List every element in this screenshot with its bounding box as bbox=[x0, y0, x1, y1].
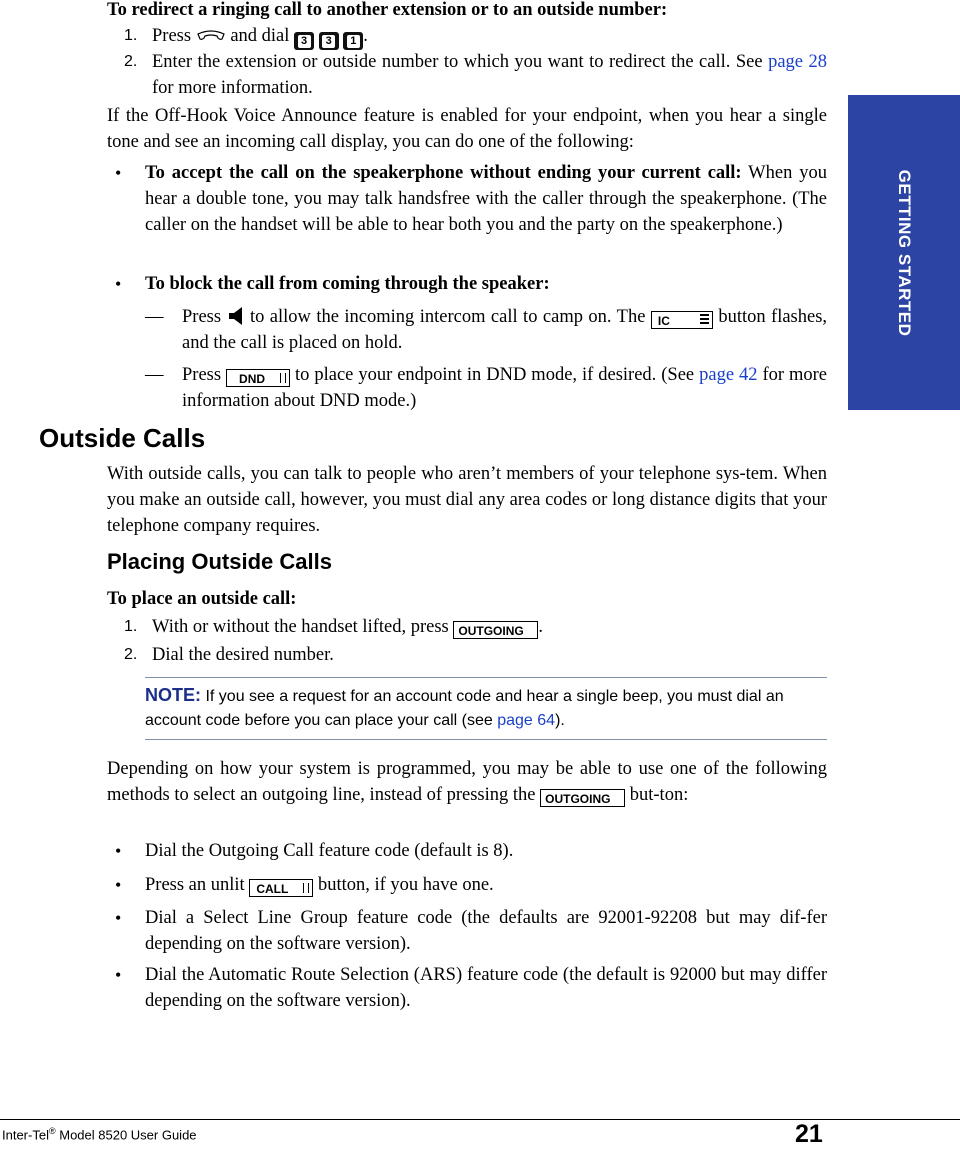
place-step1: With or without the handset lifted, press OUTGOING . bbox=[152, 617, 543, 638]
page-28-link[interactable]: page 28 bbox=[768, 52, 827, 72]
handset-icon bbox=[196, 24, 226, 50]
bullet-icon: • bbox=[115, 875, 122, 895]
block-call-step2: Press DND to place your endpoint in DND mode, if desired. (See page 42 for more information about DND mode.) bbox=[182, 365, 828, 411]
footer-guide-title: Inter-Tel® Model 8520 User Guide bbox=[2, 1126, 197, 1143]
lines-icon bbox=[700, 314, 709, 326]
dialpad-key-3: 3 bbox=[319, 32, 339, 50]
outside-intro: With outside calls, you can talk to people who aren’t members of your telephone sys-tem. When you make an outside call, however, you must dial any area codes or long distance digits that your telephone company requires. bbox=[107, 464, 827, 536]
block-call-step1: Press to allow the incoming intercom call to camp on. The IC button flashes, and the call is placed on hold. bbox=[182, 307, 828, 353]
bar-icon bbox=[280, 373, 286, 383]
bullet-icon: • bbox=[115, 163, 122, 183]
block-call-bullet: To block the call from coming through the speaker: bbox=[145, 274, 550, 294]
method-bullet-1: Dial the Outgoing Call feature code (default is 8). bbox=[145, 841, 514, 861]
note-box: NOTE: If you see a request for an account code and hear a single beep, you must dial an account code before you can place your call (see page 64). bbox=[145, 677, 827, 740]
dash-icon: — bbox=[145, 365, 164, 385]
dash-icon: — bbox=[145, 307, 164, 327]
method-bullet-3: Dial a Select Line Group feature code (the defaults are 92001-92208 but may dif-fer depending on the software version). bbox=[145, 908, 827, 954]
bullet-icon: • bbox=[115, 274, 122, 294]
page-64-link[interactable]: page 64 bbox=[497, 712, 556, 729]
outgoing-button: OUTGOING bbox=[540, 789, 625, 807]
dialpad-key-3: 3 bbox=[294, 32, 314, 50]
bullet-icon: • bbox=[115, 965, 122, 985]
mute-speaker-icon bbox=[227, 307, 245, 327]
redirect-step1: Press and dial 3 3 1 . bbox=[152, 23, 368, 50]
dialpad-key-1: 1 bbox=[343, 32, 363, 50]
outgoing-button: OUTGOING bbox=[453, 621, 538, 639]
dnd-button: DND bbox=[226, 369, 290, 387]
note-label: NOTE: bbox=[145, 685, 201, 705]
chapter-tab-label: GETTING STARTED bbox=[895, 169, 914, 336]
place-step2: Dial the desired number. bbox=[152, 645, 334, 665]
method-bullet-2: Press an unlit CALL button, if you have one. bbox=[145, 875, 494, 896]
step-number: 1. bbox=[124, 618, 138, 635]
redirect-step2: Enter the extension or outside number to which you want to redirect the call. See page 28 for more information. bbox=[152, 52, 827, 98]
step-number: 1. bbox=[124, 27, 138, 44]
ic-button: IC bbox=[651, 311, 713, 329]
place-call-heading: To place an outside call: bbox=[107, 589, 297, 609]
step-number: 2. bbox=[124, 53, 138, 70]
subsection-title: Placing Outside Calls bbox=[107, 549, 332, 574]
accept-call-bullet: To accept the call on the speakerphone without ending your current call: When you hear a double tone, you may talk handsfree with the caller through the speakerphone. (The caller on the handset will be able to hear both you and the party on the speakerphone.) bbox=[145, 163, 827, 235]
bullet-icon: • bbox=[115, 841, 122, 861]
call-button: CALL bbox=[249, 879, 313, 897]
page-42-link[interactable]: page 42 bbox=[699, 365, 758, 385]
step-number: 2. bbox=[124, 646, 138, 663]
offhook-intro: If the Off-Hook Voice Announce feature is enabled for your endpoint, when you hear a single tone and see an incoming call display, you can do one of the following: bbox=[107, 106, 827, 152]
section-title: Outside Calls bbox=[39, 423, 206, 453]
bar-icon bbox=[303, 883, 309, 893]
depending-paragraph: Depending on how your system is programmed, you may be able to use one of the following methods to select an outgoing line, instead of pressing the OUTGOING but-ton: bbox=[107, 759, 827, 806]
redirect-heading: To redirect a ringing call to another extension or to an outside number: bbox=[107, 0, 668, 20]
method-bullet-4: Dial the Automatic Route Selection (ARS) feature code (the default is 92000 but may differ depending on the software version). bbox=[145, 965, 827, 1011]
bullet-icon: • bbox=[115, 908, 122, 928]
page-number: 21 bbox=[795, 1120, 823, 1148]
